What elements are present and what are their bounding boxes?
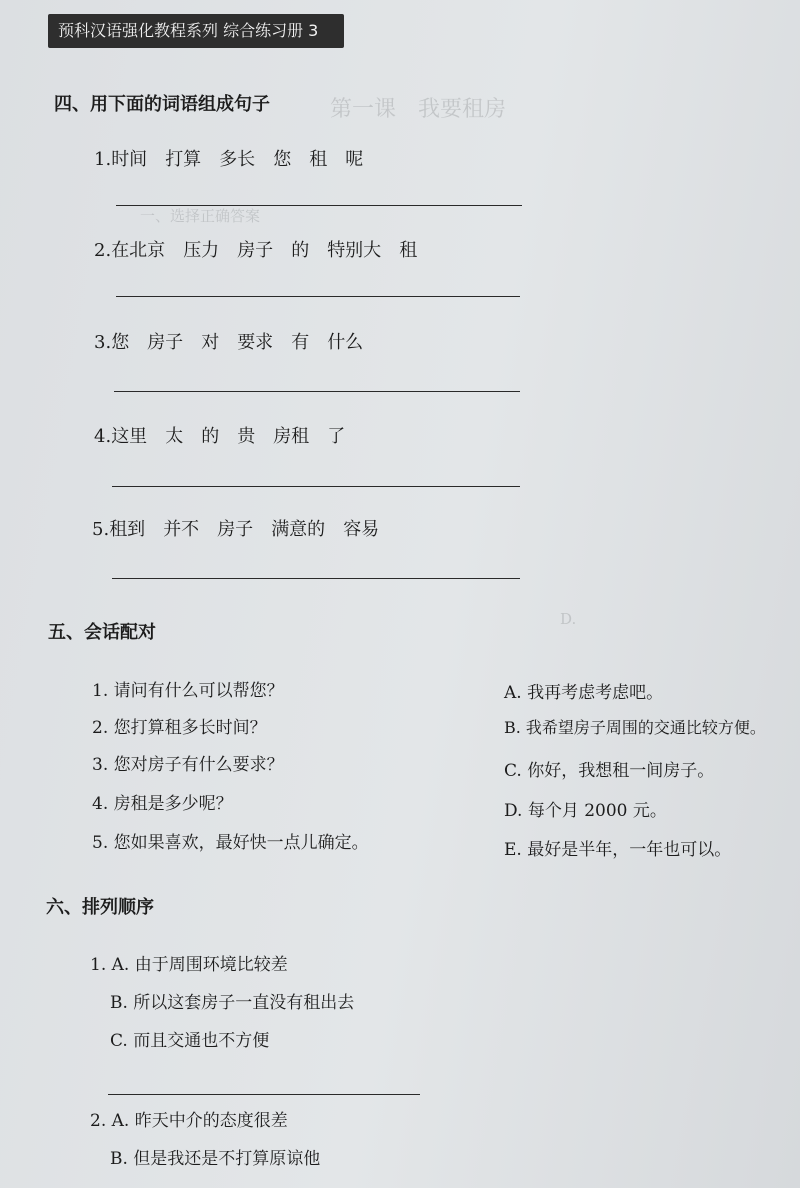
s4-item-2: 2.在北京 压力 房子 的 特别大 租 [94,240,418,261]
s5-answer-a: A. 我再考虑考虑吧。 [504,683,664,703]
s5-question-1: 1. 请问有什么可以帮您？ [92,681,284,701]
s4-item-4: 4.这里 太 的 贵 房租 了 [94,426,346,447]
s6-group-2-line-a: 2. A. 昨天中介的态度很差 [90,1111,288,1131]
s5-answer-b: B. 我希望房子周围的交通比较方便。 [504,718,766,737]
s5-question-4: 4. 房租是多少呢？ [92,794,233,814]
s6-group-1-line-b: B. 所以这套房子一直没有租出去 [110,993,355,1013]
section-4-title: 四、用下面的词语组成句子 [54,94,270,115]
s5-answer-e: E. 最好是半年，一年也可以。 [504,840,732,860]
s4-item-1: 1.时间 打算 多长 您 租 呢 [94,149,364,170]
book-header [48,14,344,48]
answer-line-5[interactable] [112,578,520,579]
s4-item-3: 3.您 房子 对 要求 有 什么 [94,332,364,353]
s5-question-2: 2. 您打算租多长时间？ [92,718,267,738]
workbook-page: 第一课 我要租房 一、选择正确答案 D. 预科汉语强化教程系列 综合练习册 3 四、用下面的词语组成句子 1.时间 打算 多长 您 租 呢 2.在北京 压力 房子 的 特别大 租 3.您 房子 对 要求 有 什么 4.这里 太 的 贵 房租 了 5.租到 并不 房子 满意的 容易 五、会话配对 1. 请问有什么可以帮您？ 2. 您打算租多长时间？ 3. 您对房子有什么要求？ 4. 房租是多少呢？ 5. 您如果喜欢，最好快一点儿确定。 A. 我再考虑考虑吧。 B. 我希望房子周围的交通比较方便。 C. 你好，我想租一间房子。 D. 每个月 2000 元。 E. 最好是半年，一年也可以。 六、排列顺序 1. A. 由于周围环境比较差 B. 所以这套房子一直没有租出去 C. 而且交通也不方便 2. A. 昨天中介的态度很差 B. 但是我还是不打算原谅他 [0,0,800,1188]
s6-group-1-line-a: 1. A. 由于周围环境比较差 [90,955,288,975]
s5-question-3: 3. 您对房子有什么要求？ [92,755,284,775]
answer-line-4[interactable] [112,486,520,487]
answer-line-3[interactable] [114,391,520,392]
section-5-title: 五、会话配对 [48,622,156,643]
s4-item-5: 5.租到 并不 房子 满意的 容易 [92,519,380,540]
s5-answer-d: D. 每个月 2000 元。 [504,801,667,821]
s5-answer-c: C. 你好，我想租一间房子。 [504,761,715,781]
s6-group-1-line-c: C. 而且交通也不方便 [110,1031,270,1051]
s5-question-5: 5. 您如果喜欢，最好快一点儿确定。 [92,833,369,853]
answer-line-1[interactable] [116,205,522,206]
section-6-title: 六、排列顺序 [46,897,154,918]
book-title: 预科汉语强化教程系列 综合练习册 3 [58,21,319,40]
answer-line-2[interactable] [116,296,520,297]
order-answer-line-1[interactable] [108,1094,420,1095]
s6-group-2-line-b: B. 但是我还是不打算原谅他 [110,1149,321,1169]
